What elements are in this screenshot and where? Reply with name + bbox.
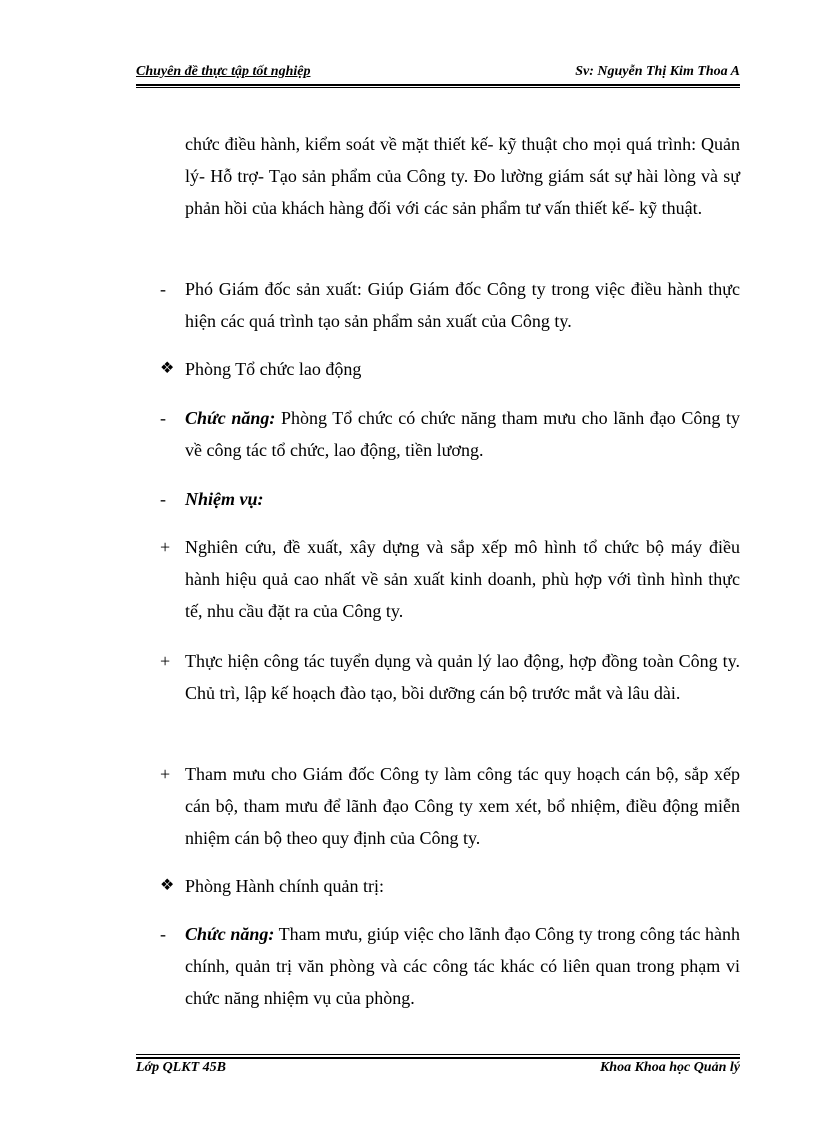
dash-mark: - bbox=[160, 408, 166, 428]
footer-left: Lớp QLKT 45B bbox=[136, 1060, 226, 1075]
duty-label: Nhiệm vụ: bbox=[185, 489, 264, 509]
page-footer bbox=[136, 1060, 740, 1080]
footer-rule bbox=[136, 1057, 740, 1059]
section-heading-hr bbox=[136, 353, 740, 385]
header-rule-thin bbox=[136, 87, 740, 88]
diamond-bullet-icon: ❖ bbox=[160, 877, 175, 894]
duty-text: Thực hiện công tác tuyển dụng và quản lý lao động, hợp đồng toàn Công ty. Chủ trì, lập kế hoạch đào tạo, bồi dưỡng cán bộ trước mắt và lâu dài. bbox=[185, 651, 740, 703]
header-right: Sv: Nguyễn Thị Kim Thoa A bbox=[575, 64, 740, 79]
footer-rule-thin bbox=[136, 1054, 740, 1055]
list-item-text bbox=[185, 918, 740, 1014]
duty-text: Tham mưu cho Giám đốc Công ty làm công tác quy hoạch cán bộ, sắp xếp cán bộ, tham mưu để lãnh đạo Công ty xem xét, bổ nhiệm, điều động miễn nhiệm cán bộ theo quy định của Công ty. bbox=[185, 764, 740, 848]
list-item-text bbox=[185, 483, 740, 515]
list-item-duty bbox=[136, 483, 740, 515]
section-title: Phòng Tổ chức lao động bbox=[185, 359, 362, 379]
diamond-bullet-icon: ❖ bbox=[160, 360, 175, 377]
plus-mark: + bbox=[160, 537, 171, 557]
plus-mark: + bbox=[160, 651, 171, 671]
section-heading-admin bbox=[136, 870, 740, 902]
duty-text: Nghiên cứu, đề xuất, xây dựng và sắp xếp mô hình tổ chức bộ máy điều hành hiệu quả cao nhất về sản xuất kinh doanh, phù hợp với tình hình thực tế, nhu cầu đặt ra của Công ty. bbox=[185, 537, 740, 621]
duty-item-3 bbox=[136, 758, 740, 854]
function-text: Tham mưu, giúp việc cho lãnh đạo Công ty trong công tác hành chính, quản trị văn phòng và các công tác khác có liên quan trong phạm vi chức năng nhiệm vụ của phòng. bbox=[185, 924, 740, 1008]
list-item-admin-function bbox=[136, 918, 740, 1014]
list-item-pgd bbox=[136, 273, 740, 337]
duty-item-1 bbox=[136, 531, 740, 627]
header-rule bbox=[136, 84, 740, 86]
dash-mark: - bbox=[160, 279, 166, 299]
plus-mark: + bbox=[160, 764, 171, 784]
list-item-text: Phó Giám đốc sản xuất: Giúp Giám đốc Công ty trong việc điều hành thực hiện các quá trình tạo sản phẩm sản xuất của Công ty. bbox=[185, 279, 740, 331]
footer-right: Khoa Khoa học Quản lý bbox=[599, 1060, 740, 1075]
function-label: Chức năng: bbox=[185, 408, 276, 428]
duty-item-2 bbox=[136, 645, 740, 741]
header-left: Chuyên đề thực tập tốt nghiệp bbox=[136, 64, 311, 79]
list-item-text bbox=[185, 402, 740, 466]
function-text: Phòng Tổ chức có chức năng tham mưu cho lãnh đạo Công ty về công tác tổ chức, lao động, tiền lương. bbox=[185, 408, 740, 460]
list-item-function bbox=[136, 402, 740, 466]
page-header bbox=[136, 64, 740, 84]
function-label: Chức năng: bbox=[185, 924, 275, 944]
paragraph-text: chức điều hành, kiểm soát về mặt thiết kế- kỹ thuật cho mọi quá trình: Quản lý- Hỗ trợ- Tạo sản phẩm của Công ty. Đo lường giám sát sự hài lòng và sự phản hồi của khách hàng đối với các sản phẩm tư vấn thiết kế- kỹ thuật. bbox=[185, 134, 740, 218]
dash-mark: - bbox=[160, 489, 166, 509]
dash-mark: - bbox=[160, 924, 166, 944]
section-title: Phòng Hành chính quản trị: bbox=[185, 876, 384, 896]
paragraph-top bbox=[136, 128, 740, 256]
